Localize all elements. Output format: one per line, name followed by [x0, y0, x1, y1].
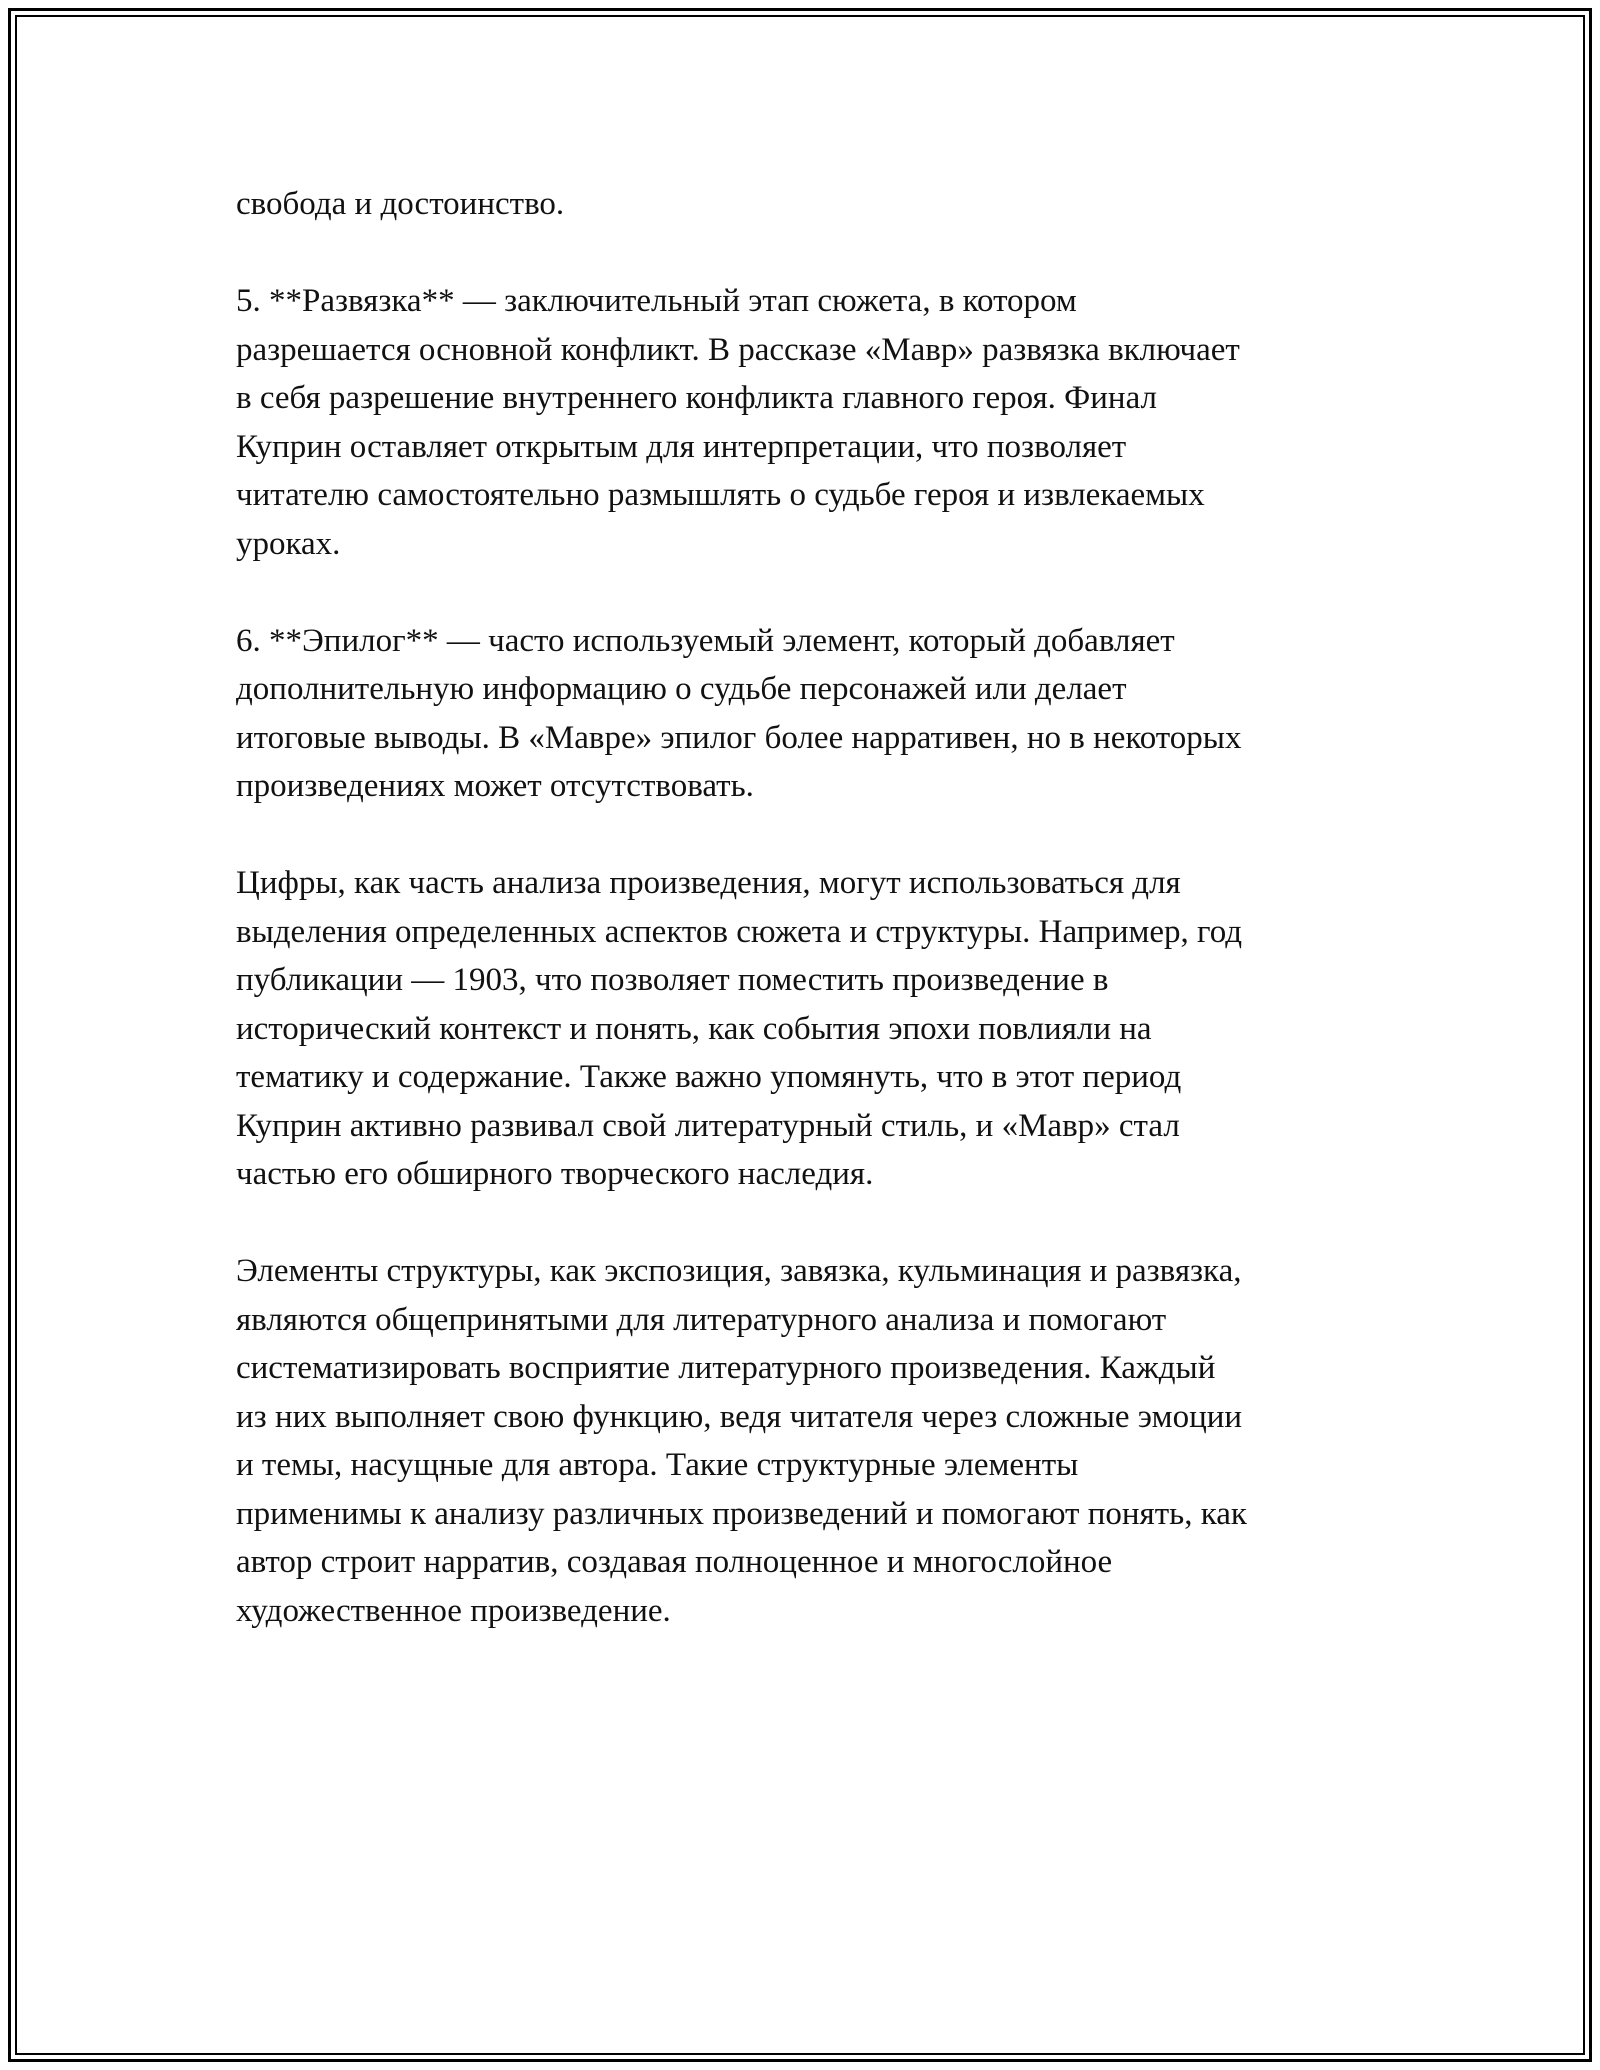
text-line: читателю самостоятельно размышлять о судьбе героя и извлекаемых [236, 477, 1205, 513]
text-line: свобода и достоинство. [236, 186, 565, 222]
text-line: являются общепринятыми для литературного анализа и помогают [236, 1301, 1167, 1338]
text-line: Куприн активно развивал свой литературный стиль, и «Мавр» стал [236, 1107, 1180, 1144]
text-line: автор строит нарратив, создавая полноценное и многослойное [236, 1544, 1113, 1580]
text-line: итоговые выводы. В «Мавре» эпилог более нарративен, но в некоторых [236, 719, 1242, 756]
text-line: художественное произведение. [236, 1592, 671, 1629]
paragraph-resolution [236, 277, 1366, 568]
text-line: Куприн оставляет открытым для интерпретации, что позволяет [236, 428, 1127, 465]
text-line: Элементы структуры, как экспозиция, завязка, кульминация и развязка, [236, 1253, 1242, 1289]
paragraph-figures [236, 859, 1366, 1199]
text-line: в себя разрешение внутреннего конфликта главного героя. Финал [236, 380, 1157, 416]
paragraph-structure-elements [236, 1247, 1366, 1635]
text-line: частью его обширного творческого наследия. [236, 1156, 874, 1192]
text-line: публикации — 1903, что позволяет поместить произведение в [236, 962, 1109, 998]
text-line: 5. **Развязка** — заключительный этап сюжета, в котором [236, 283, 1077, 319]
text-line: дополнительную информацию о судьбе персонажей или делает [236, 671, 1127, 707]
text-line: выделения определенных аспектов сюжета и структуры. Например, год [236, 913, 1243, 950]
document-body [236, 180, 1366, 1684]
text-line: систематизировать восприятие литературного произведения. Каждый [236, 1350, 1216, 1386]
text-line: уроках. [236, 525, 341, 562]
text-line: из них выполняет свою функцию, ведя читателя через сложные эмоции [236, 1398, 1243, 1435]
paragraph-epilogue [236, 617, 1366, 811]
text-line: разрешается основной конфликт. В рассказе «Мавр» развязка включает [236, 331, 1240, 368]
text-line: 6. **Эпилог** — часто используемый элемент, который добавляет [236, 622, 1175, 659]
text-line: произведениях может отсутствовать. [236, 768, 754, 804]
paragraph-continuation [236, 180, 1366, 229]
text-line: исторический контекст и понять, как события эпохи повлияли на [236, 1010, 1152, 1047]
text-line: Цифры, как часть анализа произведения, могут использоваться для [236, 865, 1181, 901]
text-line: применимы к анализу различных произведений и помогают понять, как [236, 1495, 1247, 1532]
text-line: и темы, насущные для автора. Такие структурные элементы [236, 1447, 1079, 1483]
text-line: тематику и содержание. Также важно упомянуть, что в этот период [236, 1059, 1182, 1095]
